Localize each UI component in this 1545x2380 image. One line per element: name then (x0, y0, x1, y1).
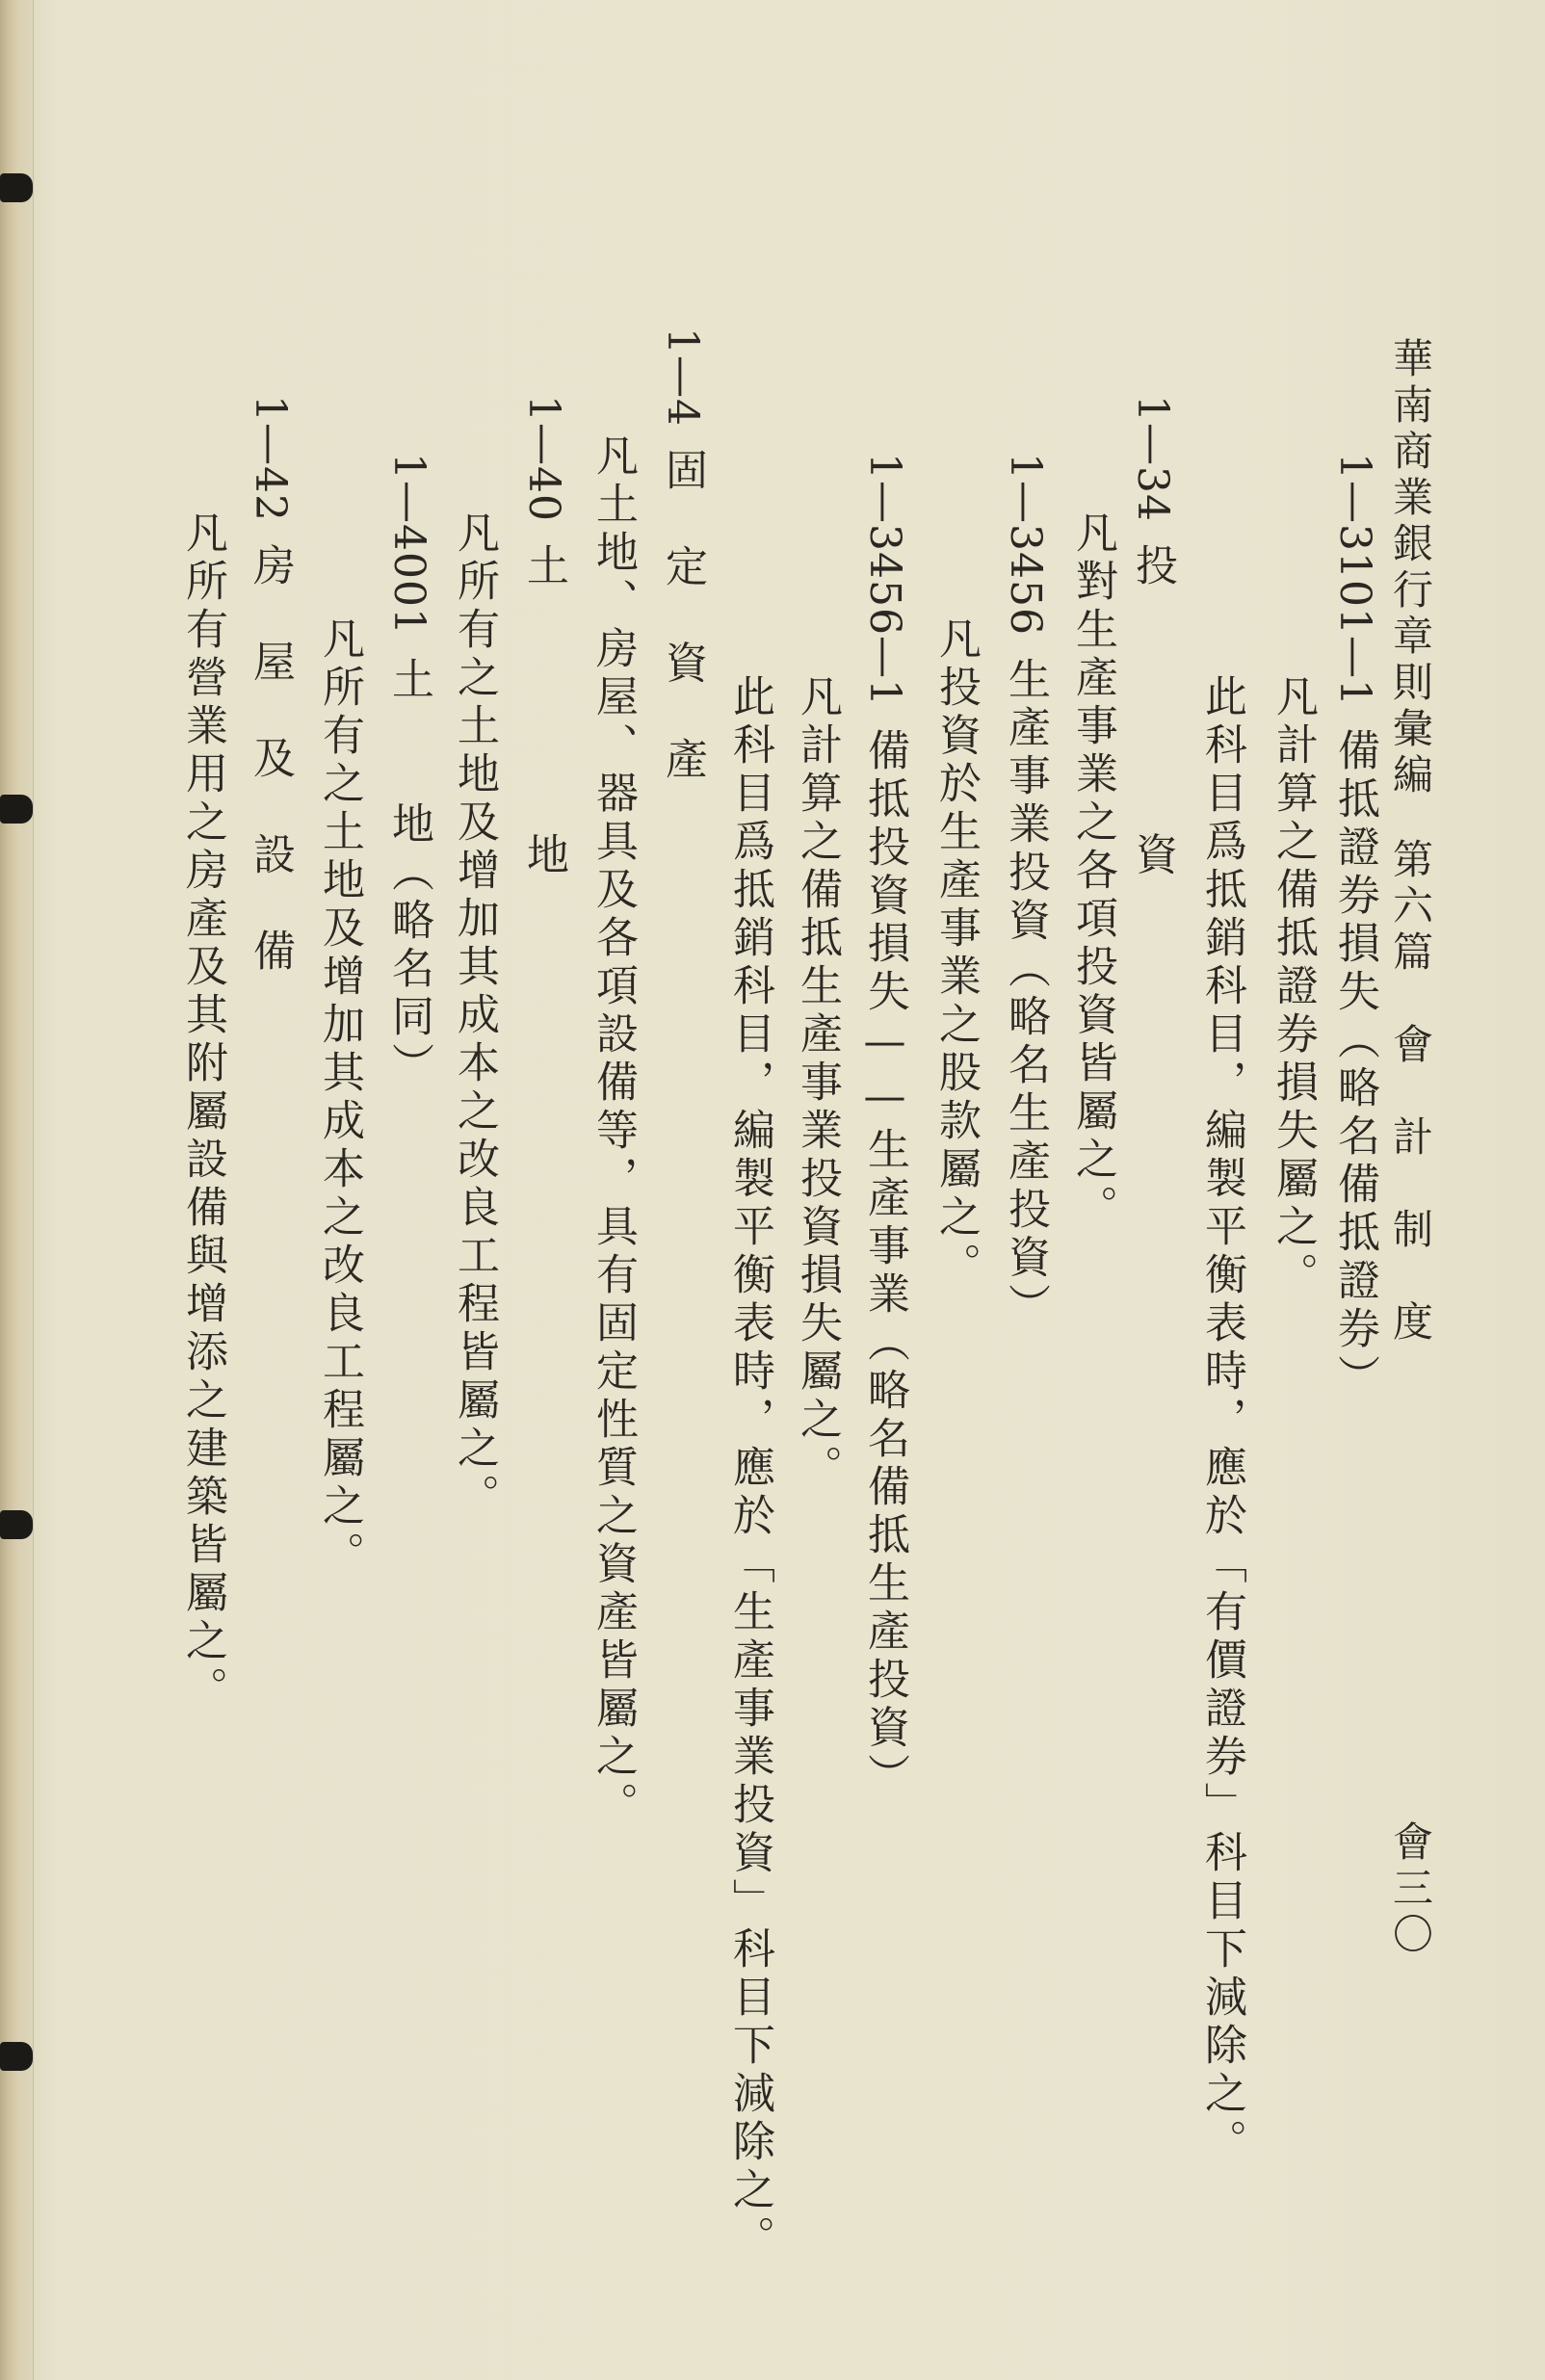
binding-stitch (0, 2042, 33, 2071)
account-title: 房 屋 及 設 備 (246, 542, 295, 977)
account-description: 凡對生產事業之各項投資皆屬之。 (1068, 510, 1117, 1233)
account-description: 凡所有之土地及增加其成本之改良工程屬之。 (315, 616, 364, 1580)
account-heading (385, 453, 432, 1090)
binding-stitch (0, 1510, 33, 1539)
chapter-label: 第六篇 (1387, 838, 1434, 977)
account-title: 土 地 (519, 542, 568, 880)
account-description: 凡所有營業用之房產及其附屬設備與增添之建築皆屬之。 (178, 510, 227, 1714)
account-description: 此科目爲抵銷科目，編製平衡表時，應於「生產事業投資」科目下減除之。 (725, 674, 774, 2263)
account-description: 此科目爲抵銷科目，編製平衡表時，應於「有價證券」科目下減除之。 (1197, 674, 1246, 2167)
account-description: 凡計算之備抵證券損失屬之。 (1269, 674, 1318, 1300)
account-title: 投 資 (1128, 542, 1177, 880)
account-title: 固 定 資 產 (658, 448, 707, 785)
book-title: 華南商業銀行章則彙編 (1387, 337, 1434, 799)
book-binding (0, 0, 34, 2380)
account-title: 備抵投資損失——生產事業（略名備抵生產投資） (860, 727, 909, 1801)
account-code: 1—4001 (384, 453, 433, 636)
page-number: 會三〇 (1387, 1820, 1434, 1959)
account-code: 1—3456 (1001, 453, 1050, 636)
running-header (1387, 337, 1433, 1347)
account-heading (1002, 453, 1048, 1331)
account-heading (520, 395, 566, 880)
account-code: 1—42 (246, 395, 295, 522)
account-code: 1—4 (658, 327, 707, 427)
account-title: 土 地（略名同） (384, 656, 433, 1090)
account-title: 備抵證券損失（略名備抵證券） (1330, 727, 1379, 1402)
account-heading (247, 395, 293, 977)
account-code: 1—3101—1 (1330, 453, 1379, 707)
account-title: 生產事業投資（略名生產投資） (1001, 656, 1050, 1331)
account-heading (659, 327, 705, 785)
section-label: 會 計 制 度 (1387, 1023, 1434, 1347)
account-code: 1—34 (1128, 395, 1177, 522)
account-description: 凡土地、房屋、器具及各項設備等，具有固定性質之資產皆屬之。 (589, 433, 638, 1830)
account-description: 凡計算之備抵生產事業投資損失屬之。 (793, 674, 842, 1493)
binding-stitch (0, 173, 33, 202)
account-heading (1129, 395, 1175, 880)
account-description: 凡所有之土地及增加其成本之改良工程皆屬之。 (450, 510, 499, 1522)
account-description: 凡投資於生產事業之股款屬之。 (931, 616, 981, 1291)
account-code: 1—3456—1 (860, 453, 909, 707)
account-code: 1—40 (519, 395, 568, 522)
account-heading (861, 453, 907, 1801)
account-heading (1331, 453, 1377, 1402)
binding-stitch (0, 795, 33, 824)
